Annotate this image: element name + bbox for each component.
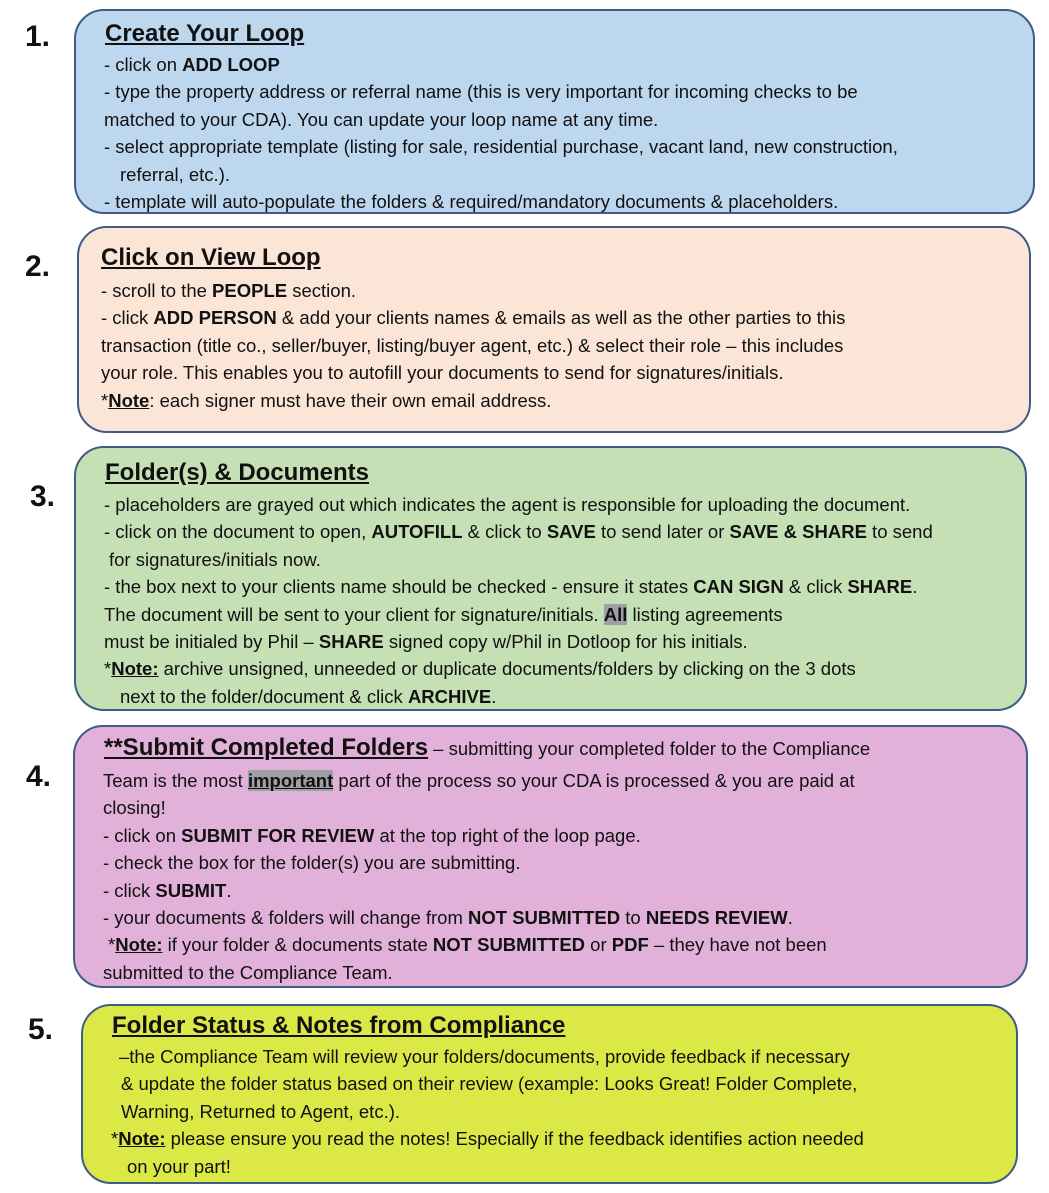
step-3-box bbox=[74, 446, 1027, 711]
step-2-line: transaction (title co., seller/buyer, listing/buyer agent, etc.) & select their role – this includes bbox=[101, 334, 844, 356]
step-4-title: **Submit Completed Folders bbox=[104, 734, 429, 761]
step-4-line: - click SUBMIT. bbox=[103, 879, 232, 901]
step-1-line: - click on ADD LOOP bbox=[104, 54, 280, 75]
step-1-title: Create Your Loop bbox=[105, 20, 305, 47]
step-4-line: - check the box for the folder(s) you are submitting. bbox=[103, 852, 521, 874]
step-5-title: Folder Status & Notes from Compliance bbox=[112, 1012, 566, 1039]
step-4-line: Team is the most important part of the process so your CDA is processed & you are paid at bbox=[103, 770, 855, 791]
step-4-number: 4. bbox=[26, 760, 52, 793]
step-4-title-continuation: – submitting your completed folder to the Compliance bbox=[428, 738, 871, 759]
step-5-number: 5. bbox=[28, 1013, 54, 1046]
step-3-number: 3. bbox=[30, 480, 56, 513]
step-5-line: *Note: please ensure you read the notes! Especially if the feedback identifies action needed bbox=[111, 1128, 864, 1150]
step-1-line: - type the property address or referral name (this is very important for incoming checks to be bbox=[104, 81, 858, 103]
step-3-title: Folder(s) & Documents bbox=[105, 459, 370, 486]
step-2-line: - click ADD PERSON & add your clients names & emails as well as the other parties to this bbox=[101, 307, 846, 329]
step-2-title: Click on View Loop bbox=[101, 244, 321, 271]
step-4-line: submitted to the Compliance Team. bbox=[103, 961, 393, 983]
step-3-line: - the box next to your clients name should be checked - ensure it states CAN SIGN & click SHARE. bbox=[104, 576, 918, 598]
step-5-box bbox=[81, 1004, 1018, 1184]
step-2-line: your role. This enables you to autofill your documents to send for signatures/initials. bbox=[101, 362, 784, 384]
step-4-line: - click on SUBMIT FOR REVIEW at the top right of the loop page. bbox=[103, 824, 641, 846]
step-3-line: The document will be sent to your client for signature/initials. All listing agreements bbox=[104, 603, 783, 625]
step-3-line: - click on the document to open, AUTOFILL & click to SAVE to send later or SAVE & SHARE to send bbox=[104, 521, 933, 543]
step-2-line: - scroll to the PEOPLE section. bbox=[101, 280, 357, 301]
step-3-line: - placeholders are grayed out which indicates the agent is responsible for uploading the document. bbox=[104, 494, 911, 515]
step-5-line: on your part! bbox=[127, 1155, 231, 1177]
step-1-number: 1. bbox=[25, 20, 51, 53]
step-3-line: must be initialed by Phil – SHARE signed copy w/Phil in Dotloop for his initials. bbox=[104, 631, 748, 653]
step-2-line: *Note: each signer must have their own email address. bbox=[101, 389, 552, 411]
step-3-line: for signatures/initials now. bbox=[109, 548, 321, 570]
step-4-line: - your documents & folders will change from NOT SUBMITTED to NEEDS REVIEW. bbox=[103, 907, 793, 929]
step-4-line: *Note: if your folder & documents state NOT SUBMITTED or PDF – they have not been bbox=[108, 934, 827, 956]
step-1-box bbox=[74, 9, 1035, 214]
step-5-line: & update the folder status based on their review (example: Looks Great! Folder Complete, bbox=[121, 1073, 858, 1095]
step-3-line: *Note: archive unsigned, unneeded or duplicate documents/folders by clicking on the 3 dots bbox=[104, 658, 856, 680]
step-1-line: referral, etc.). bbox=[120, 163, 230, 185]
step-5-line: –the Compliance Team will review your folders/documents, provide feedback if necessary bbox=[119, 1046, 850, 1067]
step-1-line: - template will auto-populate the folders & required/mandatory documents & placeholders. bbox=[104, 191, 839, 213]
step-2-number: 2. bbox=[25, 250, 51, 283]
step-1-line: matched to your CDA). You can update your loop name at any time. bbox=[104, 108, 659, 130]
step-4-line: closing! bbox=[103, 797, 166, 819]
step-3-line: next to the folder/document & click ARCHIVE. bbox=[120, 685, 497, 707]
step-1-line: - select appropriate template (listing for sale, residential purchase, vacant land, new construction, bbox=[104, 136, 898, 158]
step-2-box bbox=[77, 226, 1031, 433]
step-5-line: Warning, Returned to Agent, etc.). bbox=[121, 1100, 401, 1122]
step-4-box bbox=[73, 725, 1028, 988]
